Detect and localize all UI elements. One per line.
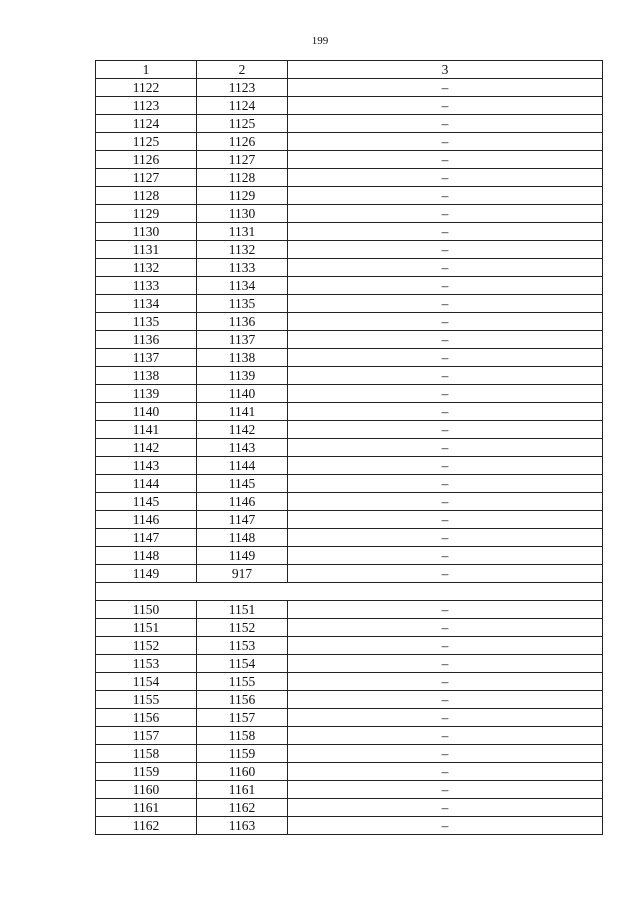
- table-cell-col-2: 1162: [197, 799, 288, 817]
- table-cell-col-1: 1123: [96, 97, 197, 115]
- table-row: [96, 421, 603, 439]
- table-cell-col-2: 1157: [197, 709, 288, 727]
- table-cell-col-3: –: [288, 781, 603, 799]
- table-cell-col-1: 1159: [96, 763, 197, 781]
- table-cell-col-2: 917: [197, 565, 288, 583]
- table-row: [96, 385, 603, 403]
- table-cell-col-2: 1143: [197, 439, 288, 457]
- table-cell-col-3: –: [288, 313, 603, 331]
- table-row: [96, 475, 603, 493]
- table-cell-col-1: 1152: [96, 637, 197, 655]
- table-cell-col-2: 1152: [197, 619, 288, 637]
- table-cell-col-1: 1124: [96, 115, 197, 133]
- table-cell-col-3: –: [288, 763, 603, 781]
- header-cell-1: 1: [96, 61, 197, 79]
- table-row: [96, 565, 603, 583]
- table-cell-col-1: 1144: [96, 475, 197, 493]
- table-cell-col-2: 1159: [197, 745, 288, 763]
- data-table: [95, 60, 603, 835]
- table-cell-col-2: 1129: [197, 187, 288, 205]
- table-row: [96, 79, 603, 97]
- table-row: [96, 115, 603, 133]
- table-cell-col-1: 1134: [96, 295, 197, 313]
- table-cell-col-3: –: [288, 817, 603, 835]
- table-cell-col-1: 1122: [96, 79, 197, 97]
- table-cell-col-2: 1124: [197, 97, 288, 115]
- table-cell-col-3: –: [288, 151, 603, 169]
- table-cell-col-3: –: [288, 187, 603, 205]
- table-cell-col-2: 1146: [197, 493, 288, 511]
- table-cell-col-2: 1136: [197, 313, 288, 331]
- table-cell-col-1: 1131: [96, 241, 197, 259]
- table-cell-col-2: 1135: [197, 295, 288, 313]
- table-cell-col-2: 1123: [197, 79, 288, 97]
- table-cell-col-2: 1158: [197, 727, 288, 745]
- table-cell-col-3: –: [288, 493, 603, 511]
- table-row: [96, 655, 603, 673]
- table-cell-col-2: 1140: [197, 385, 288, 403]
- table-cell-col-3: –: [288, 457, 603, 475]
- table-row: [96, 547, 603, 565]
- table-cell-col-2: 1160: [197, 763, 288, 781]
- table-cell-col-3: –: [288, 727, 603, 745]
- table-cell-col-2: 1139: [197, 367, 288, 385]
- table-cell-col-2: 1133: [197, 259, 288, 277]
- table-cell-col-1: 1130: [96, 223, 197, 241]
- table-row: [96, 295, 603, 313]
- table-cell-col-1: 1133: [96, 277, 197, 295]
- table-cell-col-2: 1126: [197, 133, 288, 151]
- table-cell-col-3: –: [288, 385, 603, 403]
- table-cell-col-3: –: [288, 331, 603, 349]
- table-cell-col-1: 1141: [96, 421, 197, 439]
- table-row: [96, 169, 603, 187]
- table-cell-col-3: –: [288, 601, 603, 619]
- table-cell-col-3: –: [288, 529, 603, 547]
- table-row: [96, 637, 603, 655]
- table-row: [96, 133, 603, 151]
- table-row: [96, 187, 603, 205]
- table-cell-col-1: 1150: [96, 601, 197, 619]
- table-cell-col-1: 1128: [96, 187, 197, 205]
- table-cell-col-1: 1158: [96, 745, 197, 763]
- table-cell-col-2: 1132: [197, 241, 288, 259]
- table-cell-col-1: 1136: [96, 331, 197, 349]
- table-cell-col-3: –: [288, 475, 603, 493]
- table-row: [96, 745, 603, 763]
- table-cell-col-2: 1127: [197, 151, 288, 169]
- table-cell-col-3: –: [288, 745, 603, 763]
- table-row: [96, 493, 603, 511]
- table-cell-col-1: 1143: [96, 457, 197, 475]
- table-cell-col-1: 1151: [96, 619, 197, 637]
- table-cell-col-2: 1130: [197, 205, 288, 223]
- table-row: [96, 763, 603, 781]
- table-cell-col-3: –: [288, 673, 603, 691]
- table-row: [96, 151, 603, 169]
- table-cell-col-3: –: [288, 349, 603, 367]
- table-row: [96, 313, 603, 331]
- table-cell-col-2: 1145: [197, 475, 288, 493]
- table-row: [96, 223, 603, 241]
- table-cell-col-1: 1138: [96, 367, 197, 385]
- table-cell-col-1: 1146: [96, 511, 197, 529]
- table-cell-col-3: –: [288, 403, 603, 421]
- table-cell-col-3: –: [288, 259, 603, 277]
- table-cell-col-2: 1155: [197, 673, 288, 691]
- table-cell-col-2: 1148: [197, 529, 288, 547]
- table-cell-col-3: –: [288, 637, 603, 655]
- header-cell-2: 2: [197, 61, 288, 79]
- separator-cell: [96, 583, 603, 601]
- table-cell-col-1: 1149: [96, 565, 197, 583]
- table-cell-col-3: –: [288, 97, 603, 115]
- table-row: [96, 619, 603, 637]
- table-row: [96, 529, 603, 547]
- table-cell-col-2: 1134: [197, 277, 288, 295]
- table-cell-col-3: –: [288, 223, 603, 241]
- table-row: [96, 277, 603, 295]
- table-cell-col-1: 1155: [96, 691, 197, 709]
- table-cell-col-3: –: [288, 205, 603, 223]
- table-cell-col-2: 1161: [197, 781, 288, 799]
- table-body: [96, 79, 603, 835]
- section-separator-row: [96, 583, 603, 601]
- table-cell-col-1: 1161: [96, 799, 197, 817]
- table-row: [96, 601, 603, 619]
- table-row: [96, 511, 603, 529]
- table-row: [96, 259, 603, 277]
- table-row: [96, 331, 603, 349]
- table-header: [96, 61, 603, 79]
- table-row: [96, 673, 603, 691]
- table-cell-col-3: –: [288, 655, 603, 673]
- table-row: [96, 457, 603, 475]
- table-cell-col-3: –: [288, 421, 603, 439]
- table-cell-col-2: 1149: [197, 547, 288, 565]
- table-cell-col-1: 1157: [96, 727, 197, 745]
- header-cell-3: 3: [288, 61, 603, 79]
- table-cell-col-2: 1154: [197, 655, 288, 673]
- table-cell-col-1: 1156: [96, 709, 197, 727]
- table-cell-col-1: 1125: [96, 133, 197, 151]
- table-cell-col-1: 1162: [96, 817, 197, 835]
- table-cell-col-1: 1140: [96, 403, 197, 421]
- table-cell-col-3: –: [288, 367, 603, 385]
- table-cell-col-3: –: [288, 79, 603, 97]
- table-cell-col-1: 1129: [96, 205, 197, 223]
- table-cell-col-2: 1163: [197, 817, 288, 835]
- table-cell-col-3: –: [288, 133, 603, 151]
- table-cell-col-1: 1135: [96, 313, 197, 331]
- table-cell-col-2: 1151: [197, 601, 288, 619]
- header-row: [96, 61, 603, 79]
- table-cell-col-3: –: [288, 547, 603, 565]
- table-cell-col-2: 1147: [197, 511, 288, 529]
- table-row: [96, 709, 603, 727]
- table-cell-col-1: 1160: [96, 781, 197, 799]
- table-cell-col-1: 1153: [96, 655, 197, 673]
- table-cell-col-3: –: [288, 439, 603, 457]
- table-cell-col-1: 1132: [96, 259, 197, 277]
- table-cell-col-3: –: [288, 169, 603, 187]
- table-row: [96, 97, 603, 115]
- table-cell-col-2: 1144: [197, 457, 288, 475]
- table-row: [96, 691, 603, 709]
- table-cell-col-3: –: [288, 241, 603, 259]
- table-row: [96, 817, 603, 835]
- table-cell-col-2: 1128: [197, 169, 288, 187]
- table-cell-col-1: 1154: [96, 673, 197, 691]
- table-cell-col-3: –: [288, 799, 603, 817]
- table-cell-col-3: –: [288, 619, 603, 637]
- table-row: [96, 439, 603, 457]
- table-cell-col-1: 1142: [96, 439, 197, 457]
- table-row: [96, 241, 603, 259]
- table-cell-col-2: 1153: [197, 637, 288, 655]
- table-cell-col-3: –: [288, 565, 603, 583]
- table-cell-col-2: 1137: [197, 331, 288, 349]
- table-cell-col-1: 1127: [96, 169, 197, 187]
- table-row: [96, 205, 603, 223]
- table-cell-col-3: –: [288, 511, 603, 529]
- table-cell-col-2: 1131: [197, 223, 288, 241]
- table-cell-col-1: 1139: [96, 385, 197, 403]
- table-cell-col-3: –: [288, 277, 603, 295]
- table-row: [96, 799, 603, 817]
- table-cell-col-1: 1147: [96, 529, 197, 547]
- table-cell-col-3: –: [288, 295, 603, 313]
- table-row: [96, 403, 603, 421]
- page-number: 199: [311, 35, 329, 47]
- table-cell-col-3: –: [288, 691, 603, 709]
- table-cell-col-1: 1126: [96, 151, 197, 169]
- table-cell-col-3: –: [288, 709, 603, 727]
- table-cell-col-1: 1148: [96, 547, 197, 565]
- table-cell-col-3: –: [288, 115, 603, 133]
- table-row: [96, 781, 603, 799]
- table-cell-col-1: 1145: [96, 493, 197, 511]
- table-row: [96, 727, 603, 745]
- table-cell-col-2: 1125: [197, 115, 288, 133]
- table-row: [96, 349, 603, 367]
- table-cell-col-2: 1141: [197, 403, 288, 421]
- table-cell-col-2: 1142: [197, 421, 288, 439]
- table-row: [96, 367, 603, 385]
- table-cell-col-2: 1138: [197, 349, 288, 367]
- table-cell-col-2: 1156: [197, 691, 288, 709]
- table-cell-col-1: 1137: [96, 349, 197, 367]
